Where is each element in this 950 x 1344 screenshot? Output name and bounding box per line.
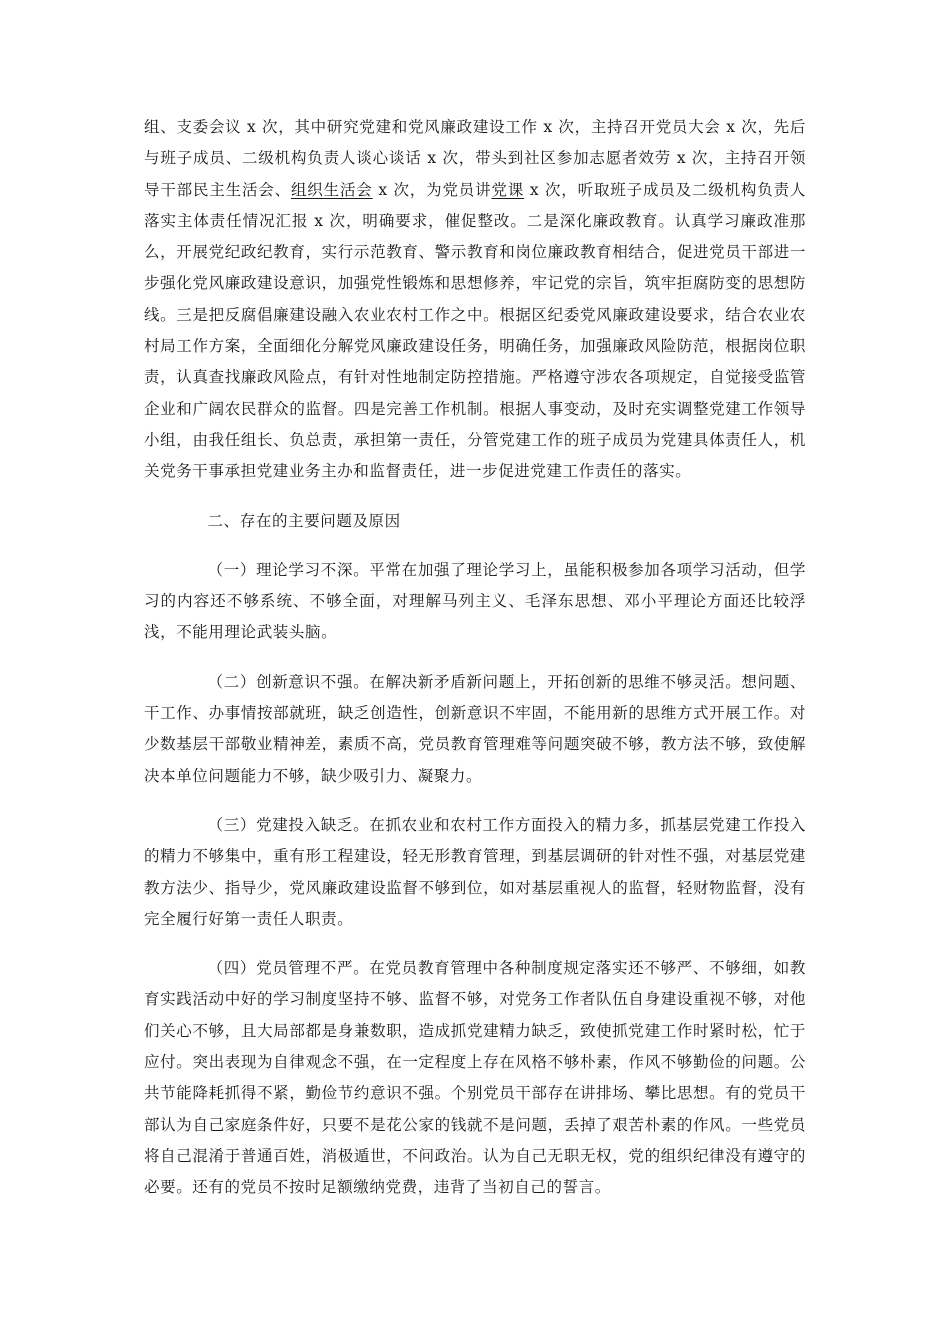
problem-item-1: （一）理论学习不深。平常在加强了理论学习上，虽能积极参加各项学习活动，但学习的内容还不够系统、不够全面，对理解马列主义、毛泽东思想、邓小平理论方面还比较浮浅，不能用理论武装头脑。: [144, 560, 806, 642]
paragraph-text: x 次，为党员讲: [372, 180, 492, 199]
paragraph-work-summary: [144, 112, 806, 488]
problem-item-2: （二）创新意识不强。在解决新矛盾新问题上，开拓创新的思维不够灵活。想问题、干工作、办事情按部就班，缺乏创造性，创新意识不牢固，不能用新的思维方式开展工作。对少数基层干部敬业精神差，素质不高，党员教育管理难等问题突破不够，教方法不够，致使解决本单位问题能力不够，缺少吸引力、凝聚力。: [144, 672, 806, 785]
problem-item-4: （四）党员管理不严。在党员教育管理中各种制度规定落实还不够严、不够细，如教育实践活动中好的学习制度坚持不够、监督不够，对党务工作者队伍自身建设重视不够，对他们关心不够，且大局部都是身兼数职，造成抓党建精力缺乏，致使抓党建工作时紧时松，忙于应付。突出表现为自律观念不强，在一定程度上存在风格不够朴素，作风不够勤俭的问题。公共节能降耗抓得不紧，勤俭节约意识不强。个别党员干部存在讲排场、攀比思想。有的党员干部认为自己家庭条件好，只要不是花公家的钱就不是问题，丢掉了艰苦朴素的作风。一些党员将自己混淆于普通百姓，消极遁世，不问政治。认为自己无职无权，党的组织纪律没有遵守的必要。还有的党员不按时足额缴纳党费，违背了当初自己的誓言。: [144, 959, 806, 1197]
link-organization-life-meeting[interactable]: 组织生活会: [290, 180, 373, 199]
paragraph-text: 组、支委会议 x 次，其中研究党建和党风廉政建设工作 x 次，主持召开党员大会 x 次，先后与班子成员、二级机构负责人谈心谈话 x 次，带头到社区参加志愿者效劳 x 次，主持召开领导干部民主生活会、: [144, 118, 806, 199]
link-party-lecture[interactable]: 党课: [491, 180, 525, 199]
document-body: [144, 112, 806, 1204]
problem-item-3: （三）党建投入缺乏。在抓农业和农村工作方面投入的精力多，抓基层党建工作投入的精力不够集中，重有形工程建设，轻无形教育管理，到基层调研的针对性不强，对基层党建教方法少、指导少，党风廉政建设监督不够到位，如对基层重视人的监督，轻财物监督，没有完全履行好第一责任人职责。: [144, 815, 806, 928]
paragraph-text: x 次，听取班子成员及二级机构负责人落实主体责任情况汇报 x 次，明确要求，催促整改。二是深化廉政教育。认真学习廉政准那么，开展党纪政纪教育，实行示范教育、警示教育和岗位廉政教育相结合，促进党员干部进一步强化党风廉政建设意识，加强党性锻炼和思想修养，牢记党的宗旨，筑牢拒腐防变的思想防线。三是把反腐倡廉建设融入农业农村工作之中。根据区纪委党风廉政建设要求，结合农业农村局工作方案，全面细化分解党风廉政建设任务，明确任务，加强廉政风险防范，根据岗位职责，认真查找廉政风险点，有针对性地制定防控措施。严格遵守涉农各项规定，自觉接受监管企业和广阔农民群众的监督。四是完善工作机制。根据人事变动，及时充实调整党建工作领导小组，由我任组长、负总责，承担第一责任，分管党建工作的班子成员为党建具体责任人，机关党务干事承担党建业务主办和监督责任，进一步促进党建工作责任的落实。: [144, 180, 807, 481]
section-heading: 二、存在的主要问题及原因: [207, 511, 401, 530]
